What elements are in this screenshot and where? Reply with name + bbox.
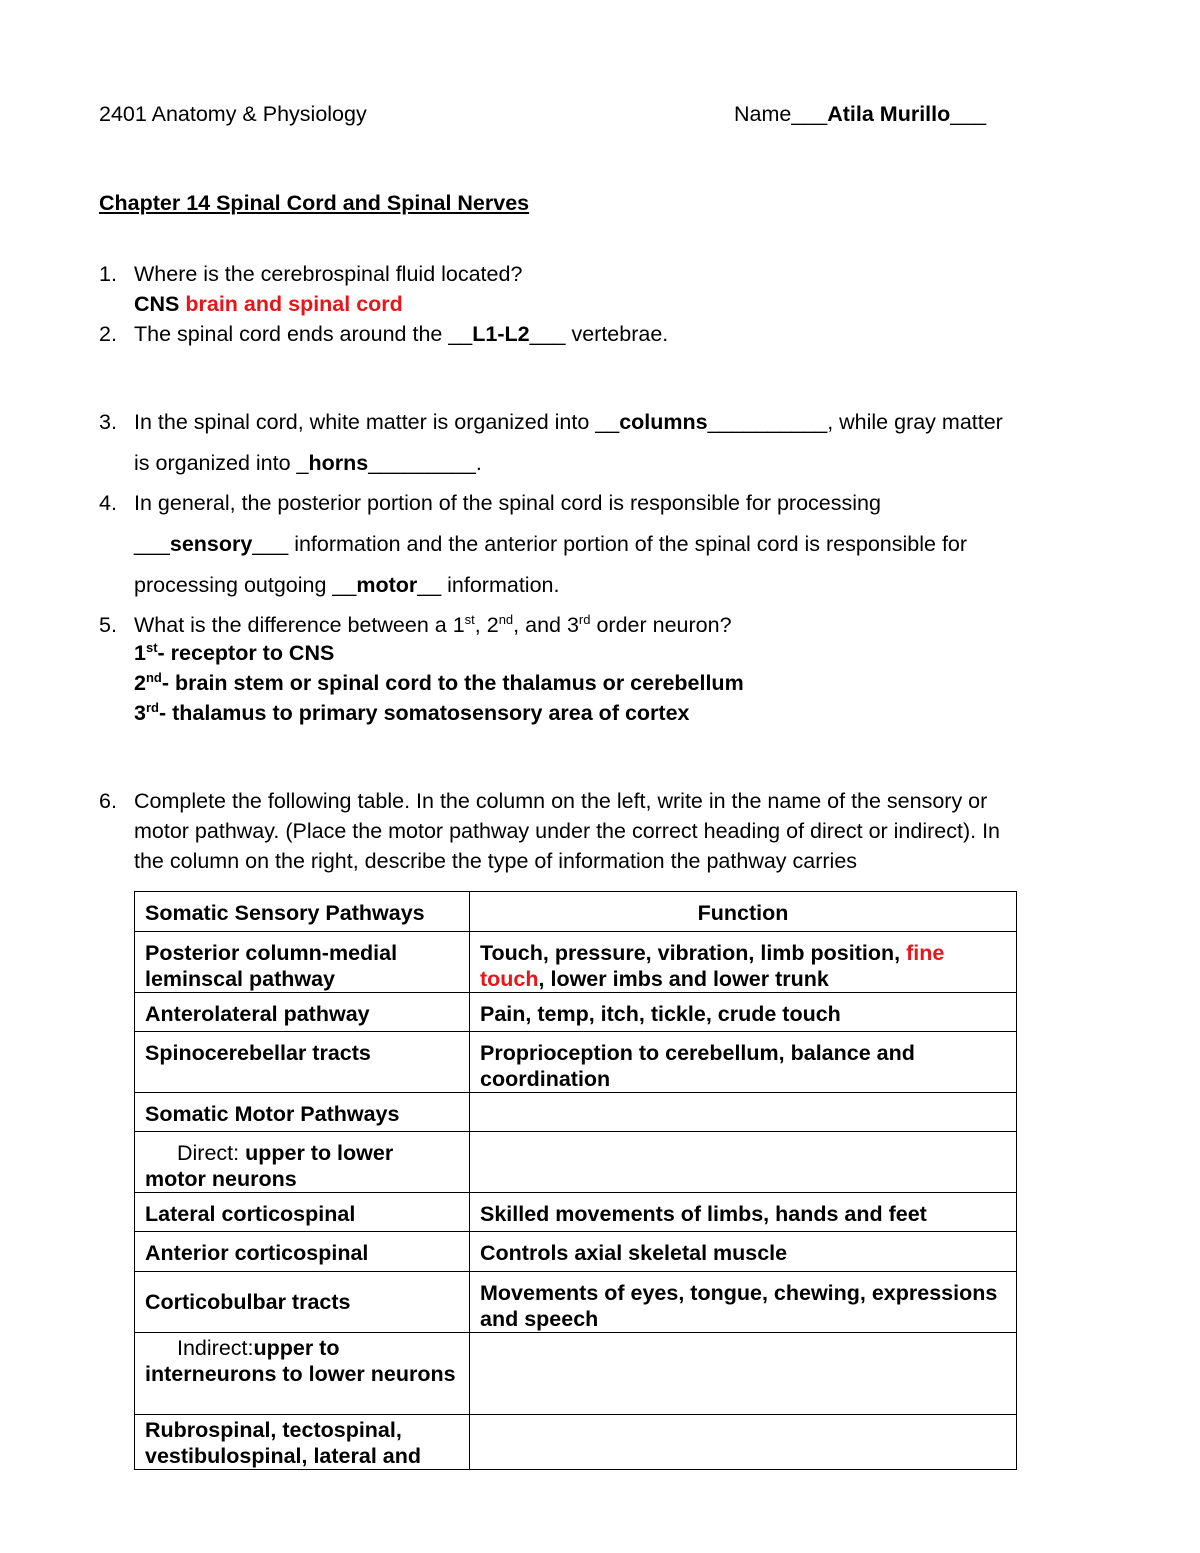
table-cell: Skilled movements of limbs, hands and feet — [470, 1193, 1017, 1232]
question-4-line-2: ___sensory___ information and the anterior portion of the spinal cord is responsible for — [134, 532, 968, 556]
table-row — [135, 892, 1017, 932]
table-row — [135, 1272, 1017, 1333]
table-cell: Corticobulbar tracts — [135, 1272, 470, 1333]
student-name-field — [734, 99, 986, 129]
table-cell: Indirect:upper to interneurons to lower neurons — [135, 1333, 470, 1415]
table-cell-empty — [470, 1132, 1017, 1193]
table-cell-empty — [470, 1333, 1017, 1415]
question-text: Complete the following table. In the column on the left, write in the name of the sensory or — [134, 789, 988, 813]
table-row — [135, 1415, 1017, 1470]
answer-5-third-order: 3rd- thalamus to primary somatosensory area of cortex — [134, 699, 690, 725]
table-cell: Spinocerebellar tracts — [135, 1032, 470, 1093]
table-row — [135, 932, 1017, 993]
answer-1 — [134, 289, 403, 319]
question-text: In general, the posterior portion of the spinal cord is responsible for processing — [134, 491, 881, 515]
table-cell: Movements of eyes, tongue, chewing, expressions and speech — [470, 1272, 1017, 1333]
question-6-line-2: motor pathway. (Place the motor pathway under the correct heading of direct or indirect). In — [134, 819, 1001, 843]
table-cell: Pain, temp, itch, tickle, crude touch — [470, 993, 1017, 1032]
answer-text: motor — [356, 573, 418, 597]
table-header-pathways: Somatic Sensory Pathways — [135, 892, 470, 932]
question-number: 2. — [99, 322, 117, 346]
table-cell: Controls axial skeletal muscle — [470, 1232, 1017, 1272]
question-number: 6. — [99, 789, 117, 813]
table-row — [135, 1232, 1017, 1272]
table-row — [135, 1093, 1017, 1132]
table-cell-empty — [470, 1415, 1017, 1470]
answer-5-first-order: 1st- receptor to CNS — [134, 639, 335, 665]
name-label: Name___ — [734, 102, 828, 126]
answer-text: L1-L2 — [472, 322, 530, 346]
question-number: 3. — [99, 410, 117, 434]
question-number: 5. — [99, 613, 117, 637]
table-cell: Anterior corticospinal — [135, 1232, 470, 1272]
question-number: 1. — [99, 262, 117, 286]
table-cell: Posterior column-medial leminscal pathway — [135, 932, 470, 993]
question-4-line-3: processing outgoing __motor__ information. — [134, 573, 560, 597]
pathways-table — [134, 891, 1017, 1470]
table-cell: Direct: upper to lower motor neurons — [135, 1132, 470, 1193]
table-row — [135, 993, 1017, 1032]
question-text: Where is the cerebrospinal fluid located? — [134, 262, 523, 286]
answer-text: sensory — [169, 532, 253, 556]
answer-text: horns — [308, 451, 369, 475]
table-cell: Rubrospinal, tectospinal, vestibulospinal, lateral and — [135, 1415, 470, 1470]
question-3-line-2: is organized into _horns_________. — [134, 451, 482, 475]
question-text: What is the difference between a 1st, 2nd, and 3rd order neuron? — [134, 611, 732, 637]
answer-text-red: brain and spinal cord — [185, 292, 403, 316]
question-text: The spinal cord ends around the __L1-L2___ vertebrae. — [134, 322, 669, 346]
question-text: In the spinal cord, white matter is organized into __columns__________, while gray matter — [134, 410, 1003, 434]
answer-text: CNS — [134, 292, 186, 316]
chapter-title: Chapter 14 Spinal Cord and Spinal Nerves — [99, 191, 530, 215]
table-header-function: Function — [470, 892, 1017, 932]
table-row — [135, 1032, 1017, 1093]
table-cell: Lateral corticospinal — [135, 1193, 470, 1232]
answer-5-second-order: 2nd- brain stem or spinal cord to the thalamus or cerebellum — [134, 669, 744, 695]
table-cell: Somatic Motor Pathways — [135, 1093, 470, 1132]
name-underline: ___ — [950, 102, 987, 126]
table-cell: Anterolateral pathway — [135, 993, 470, 1032]
table-row — [135, 1132, 1017, 1193]
table-row — [135, 1333, 1017, 1415]
table-row — [135, 1193, 1017, 1232]
question-6-line-3: the column on the right, describe the type of information the pathway carries — [134, 849, 858, 873]
course-title: 2401 Anatomy & Physiology — [99, 102, 367, 126]
table-cell: Proprioception to cerebellum, balance and coordination — [470, 1032, 1017, 1093]
question-number: 4. — [99, 491, 117, 515]
answer-text: columns — [619, 410, 708, 434]
student-name: Atila Murillo — [827, 102, 951, 126]
table-cell: Touch, pressure, vibration, limb position, fine touch, lower imbs and lower trunk — [470, 932, 1017, 993]
table-cell-empty — [470, 1093, 1017, 1132]
